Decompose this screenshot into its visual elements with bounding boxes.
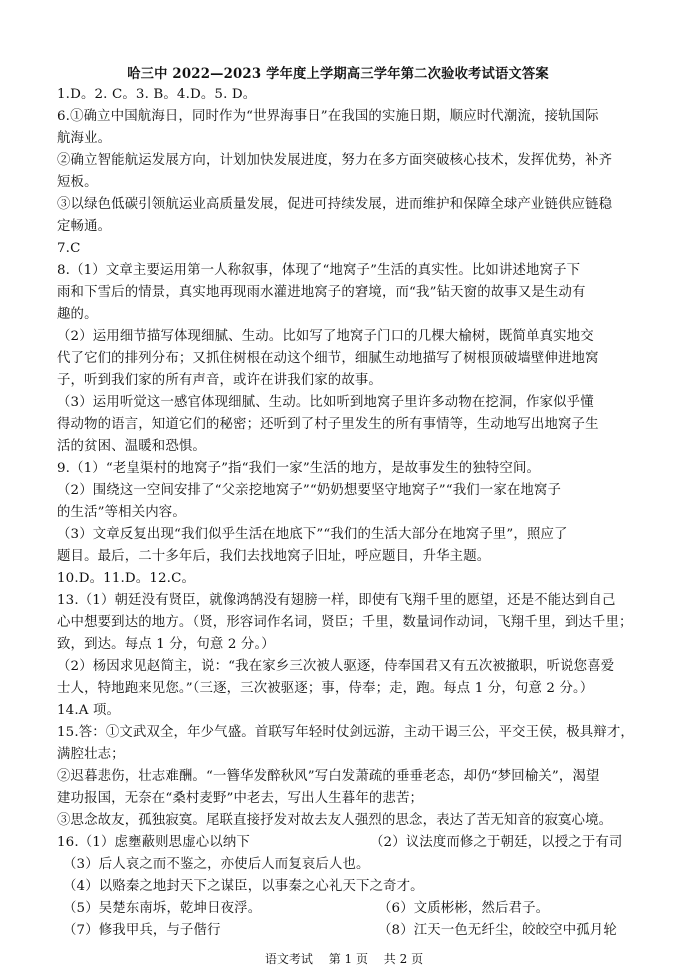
text-line: ③以绿色低碳引领航运业高质量发展，促进可持续发展，进而维护和保障全球产业链供应链稳	[57, 197, 613, 212]
text-line: 6.①确立中国航海日，同时作为“世界海事日”在我国的实施日期，顺应时代潮流，接轨国际	[57, 109, 599, 124]
text-line: 题目。最后，二十多年后，我们去找地窝子旧址，呼应题目，升华主题。	[57, 549, 491, 564]
q16-item-4: （4）以赂秦之地封天下之谋臣，以事秦之心礼天下之奇才。	[63, 879, 424, 894]
q16-item-1: 16.（1）虑壅蔽则思虚心以纳下	[57, 835, 250, 850]
text-line: （2）杨因求见赵简主，说：“我在家乡三次被人驱逐，侍奉国君又有五次被撤职，听说您喜爱	[57, 659, 615, 674]
q16-item-8: （8）江天一色无纤尘，皎皎空中孤月轮	[378, 923, 617, 938]
text-line: 趣的。	[57, 307, 98, 322]
text-line: 士人，特地跑来见您。”（三逐，三次被驱逐；事，侍奉；走，跑。每点 1 分，句意 2 分。）	[57, 681, 594, 696]
text-line: （3）文章反复出现“我们似乎生活在地底下”“我们的生活大部分在地窝子里”，照应了	[57, 527, 568, 542]
text-line: 8.（1）文章主要运用第一人称叙事，体现了“地窝子”生活的真实性。比如讲述地窝子下	[57, 263, 581, 278]
text-line: ②迟暮悲伤，壮志难酬。“一簪华发醉秋风”写白发萧疏的垂垂老态，却仍“梦回榆关”，渴望	[57, 769, 600, 784]
text-line: 1.D。2. C。3. B。4.D。5. D。	[57, 87, 257, 102]
page-title: 哈三中 2022—2023 学年度上学期高三学年第二次验收考试语文答案	[127, 66, 549, 82]
text-line: 短板。	[57, 175, 98, 190]
text-line: 致，到达。每点 1 分，句意 2 分。）	[57, 637, 275, 652]
text-line: 雨和下雪后的情景，真实地再现雨水灌进地窝子的窘境，而“我”钻天窗的故事又是生动有	[57, 285, 586, 300]
q16-item-6: （6）文质彬彬，然后君子。	[378, 901, 550, 916]
text-line: （3）运用听觉这一感官体现细腻、生动。比如听到地窝子里许多动物在挖洞，作家似乎懂	[57, 395, 594, 410]
q16-item-5: （5）吴楚东南坼，乾坤日夜浮。	[63, 901, 262, 916]
q16-item-3: （3）后人哀之而不鉴之，亦使后人而复哀后人也。	[63, 857, 370, 872]
q16-item-2: （2）议法度而修之于朝廷，以授之于有司	[370, 835, 623, 850]
text-line: （2）运用细节描写体现细腻、生动。比如写了地窝子门口的几棵大榆树，既简单真实地交	[57, 329, 594, 344]
text-line: 代了它们的排列分布；又抓住树根在动这个细节，细腻生动地描写了树根顶破墙壁伸进地窝	[57, 351, 599, 366]
text-line: 9.（1）“老皇渠村的地窝子”指“我们一家”生活的地方，是故事发生的独特空间。	[57, 461, 541, 476]
text-line: 活的贫困、温暖和恐惧。	[57, 439, 206, 454]
text-line: （2）围绕这一空间安排了“父亲挖地窝子”“奶奶想要坚守地窝子”“我们一家在地窝子	[57, 483, 562, 498]
text-line: 7.C	[57, 241, 81, 256]
text-line: 航海业。	[57, 131, 112, 146]
text-line: 得动物的语言，知道它们的秘密；还听到了村子里发生的所有事情等，生动地写出地窝子生	[57, 417, 599, 432]
text-line: ③思念故友，孤独寂寞。尾联直接抒发对故去友人强烈的思念，表达了苦无知音的寂寞心境。	[57, 813, 613, 828]
text-line: 建功报国，无奈在“桑村麦野”中老去，写出人生暮年的悲苦；	[57, 791, 424, 806]
page-footer: 语文考试 第 1 页 共 2 页	[264, 952, 424, 966]
text-line: 10.D。11.D。12.C。	[57, 571, 196, 586]
text-line: 13.（1）朝廷没有贤臣，就像鸿鹄没有翅膀一样，即使有飞翔千里的愿望，还是不能达到自己	[57, 593, 616, 608]
text-line: 14.A 项。	[57, 703, 121, 718]
text-line: 的生活”等相关内容。	[57, 505, 186, 520]
q16-item-7: （7）修我甲兵，与子偕行	[63, 923, 221, 938]
text-line: 满腔壮志；	[57, 747, 125, 762]
text-line: 子，听到我们家的所有声音，或许在讲我们家的故事。	[57, 373, 382, 388]
text-line: ②确立智能航运发展方向，计划加快发展进度，努力在多方面突破核心技术，发挥优势，补齐	[57, 153, 613, 168]
text-line: 15.答：①文武双全，年少气盛。首联写年轻时仗剑远游，主动干谒三公，平交王侯，极具辩才，	[57, 725, 634, 740]
text-line: 心中想要到达的地方。（贤，形容词作名词，贤臣；千里，数量词作动词，飞翔千里，到达千里；	[57, 615, 633, 630]
text-line: 定畅通。	[57, 219, 112, 234]
